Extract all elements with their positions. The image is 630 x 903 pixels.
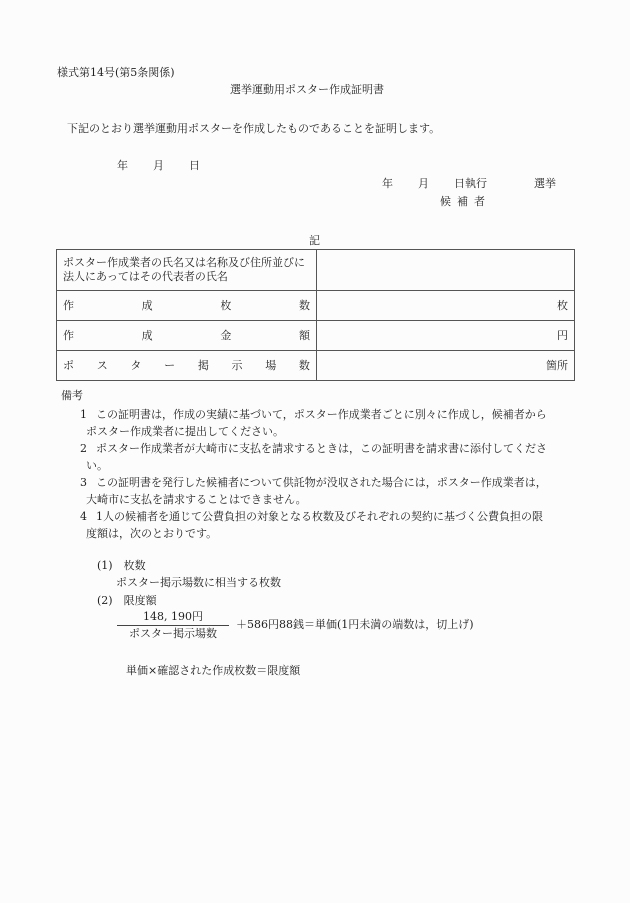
label-char: 作 <box>63 328 74 342</box>
poster-sites-field[interactable] <box>317 351 575 381</box>
election-month-label: 月 <box>418 177 429 190</box>
note-number: 2 <box>80 442 87 455</box>
label-char: 示 <box>231 358 243 372</box>
maker-name-label: ポスター作成業者の氏名又は名称及び住所並びに法人にあってはその代表者の氏名 <box>57 250 317 291</box>
note-text-continued: ポスター作成業者に提出してください。 <box>86 425 284 438</box>
form-number: 様式第14号(第5条関係) <box>57 66 175 79</box>
label-char: 数 <box>298 298 310 312</box>
label-char: 枚 <box>220 298 232 312</box>
election-label: 選挙 <box>534 177 556 190</box>
note-text-continued: 大崎市に支払を請求することはできません。 <box>86 493 307 506</box>
quantity-label <box>57 291 317 321</box>
note-item-4 <box>80 508 574 542</box>
election-year-label: 年 <box>382 177 393 190</box>
label-char: ス <box>96 358 108 372</box>
table-row <box>57 321 575 351</box>
sub-item-1-text: ポスター掲示場数に相当する枚数 <box>116 576 281 589</box>
label-char: 成 <box>141 328 153 342</box>
sub-item-1-label: (1) 枚数 <box>97 559 146 572</box>
label-char: 掲 <box>197 358 209 372</box>
unit-price-formula: ＋586円88銭＝単価(1円未満の端数は，切上げ) <box>236 618 474 631</box>
amount-field[interactable] <box>317 321 575 351</box>
note-number: 1 <box>80 408 87 421</box>
ki-heading: 記 <box>309 234 320 247</box>
note-item-2 <box>80 440 574 474</box>
note-text: 1人の候補者を通じて公費負担の対象となる枚数及びそれぞれの契約に基づく公費負担の限 <box>96 510 543 523</box>
note-text: この証明書は，作成の実績に基づいて，ポスター作成業者ごとに別々に作成し，候補者から <box>96 408 547 421</box>
table-row <box>57 351 575 381</box>
note-item-3 <box>80 474 574 508</box>
note-number: 4 <box>80 510 87 523</box>
fraction-denominator: ポスター掲示場数 <box>129 627 217 640</box>
table-row <box>57 250 575 291</box>
intro-text: 下記のとおり選挙運動用ポスターを作成したものであることを証明します。 <box>67 122 441 135</box>
quantity-field[interactable] <box>317 291 575 321</box>
note-item-1 <box>80 406 574 440</box>
label-char: 額 <box>298 328 310 342</box>
certificate-table <box>56 249 575 381</box>
fraction <box>117 610 229 642</box>
year-label: 年 <box>117 159 128 172</box>
label-char: 作 <box>63 298 74 312</box>
notes-heading: 備考 <box>61 389 83 402</box>
day-label: 日 <box>189 159 200 172</box>
fraction-numerator: 148, 190円 <box>117 610 229 626</box>
note-text: この証明書を発行した候補者について供託物が没収された場合には，ポスター作成業者は， <box>96 476 547 489</box>
note-text-continued: 度額は，次のとおりです。 <box>86 527 218 540</box>
document-title: 選挙運動用ポスター作成証明書 <box>230 83 384 96</box>
election-date <box>382 177 556 191</box>
label-char: 金 <box>220 328 232 342</box>
note-number: 3 <box>80 476 87 489</box>
issue-date <box>117 159 200 173</box>
unit-sheets: 枚 <box>557 298 568 312</box>
label-char: 成 <box>141 298 153 312</box>
label-char: ポ <box>63 358 74 372</box>
table-row <box>57 291 575 321</box>
label-char: 場 <box>265 358 277 372</box>
sub-item-2-label: (2) 限度額 <box>97 594 157 607</box>
note-text-continued: い。 <box>86 459 108 472</box>
maker-name-field[interactable] <box>317 250 575 291</box>
label-char: ー <box>164 358 176 372</box>
amount-label <box>57 321 317 351</box>
election-day-exec-label: 日執行 <box>454 177 487 190</box>
note-text: ポスター作成業者が大崎市に支払を請求するときは，この証明書を請求書に添付してくださ <box>96 442 547 455</box>
limit-formula: 単価×確認された作成枚数＝限度額 <box>126 664 301 677</box>
poster-sites-label <box>57 351 317 381</box>
unit-places: 箇所 <box>546 358 568 372</box>
month-label: 月 <box>153 159 164 172</box>
candidate-label: 候補者 <box>440 195 491 208</box>
label-char: 数 <box>298 358 310 372</box>
label-char: タ <box>130 358 142 372</box>
unit-yen: 円 <box>557 328 568 342</box>
